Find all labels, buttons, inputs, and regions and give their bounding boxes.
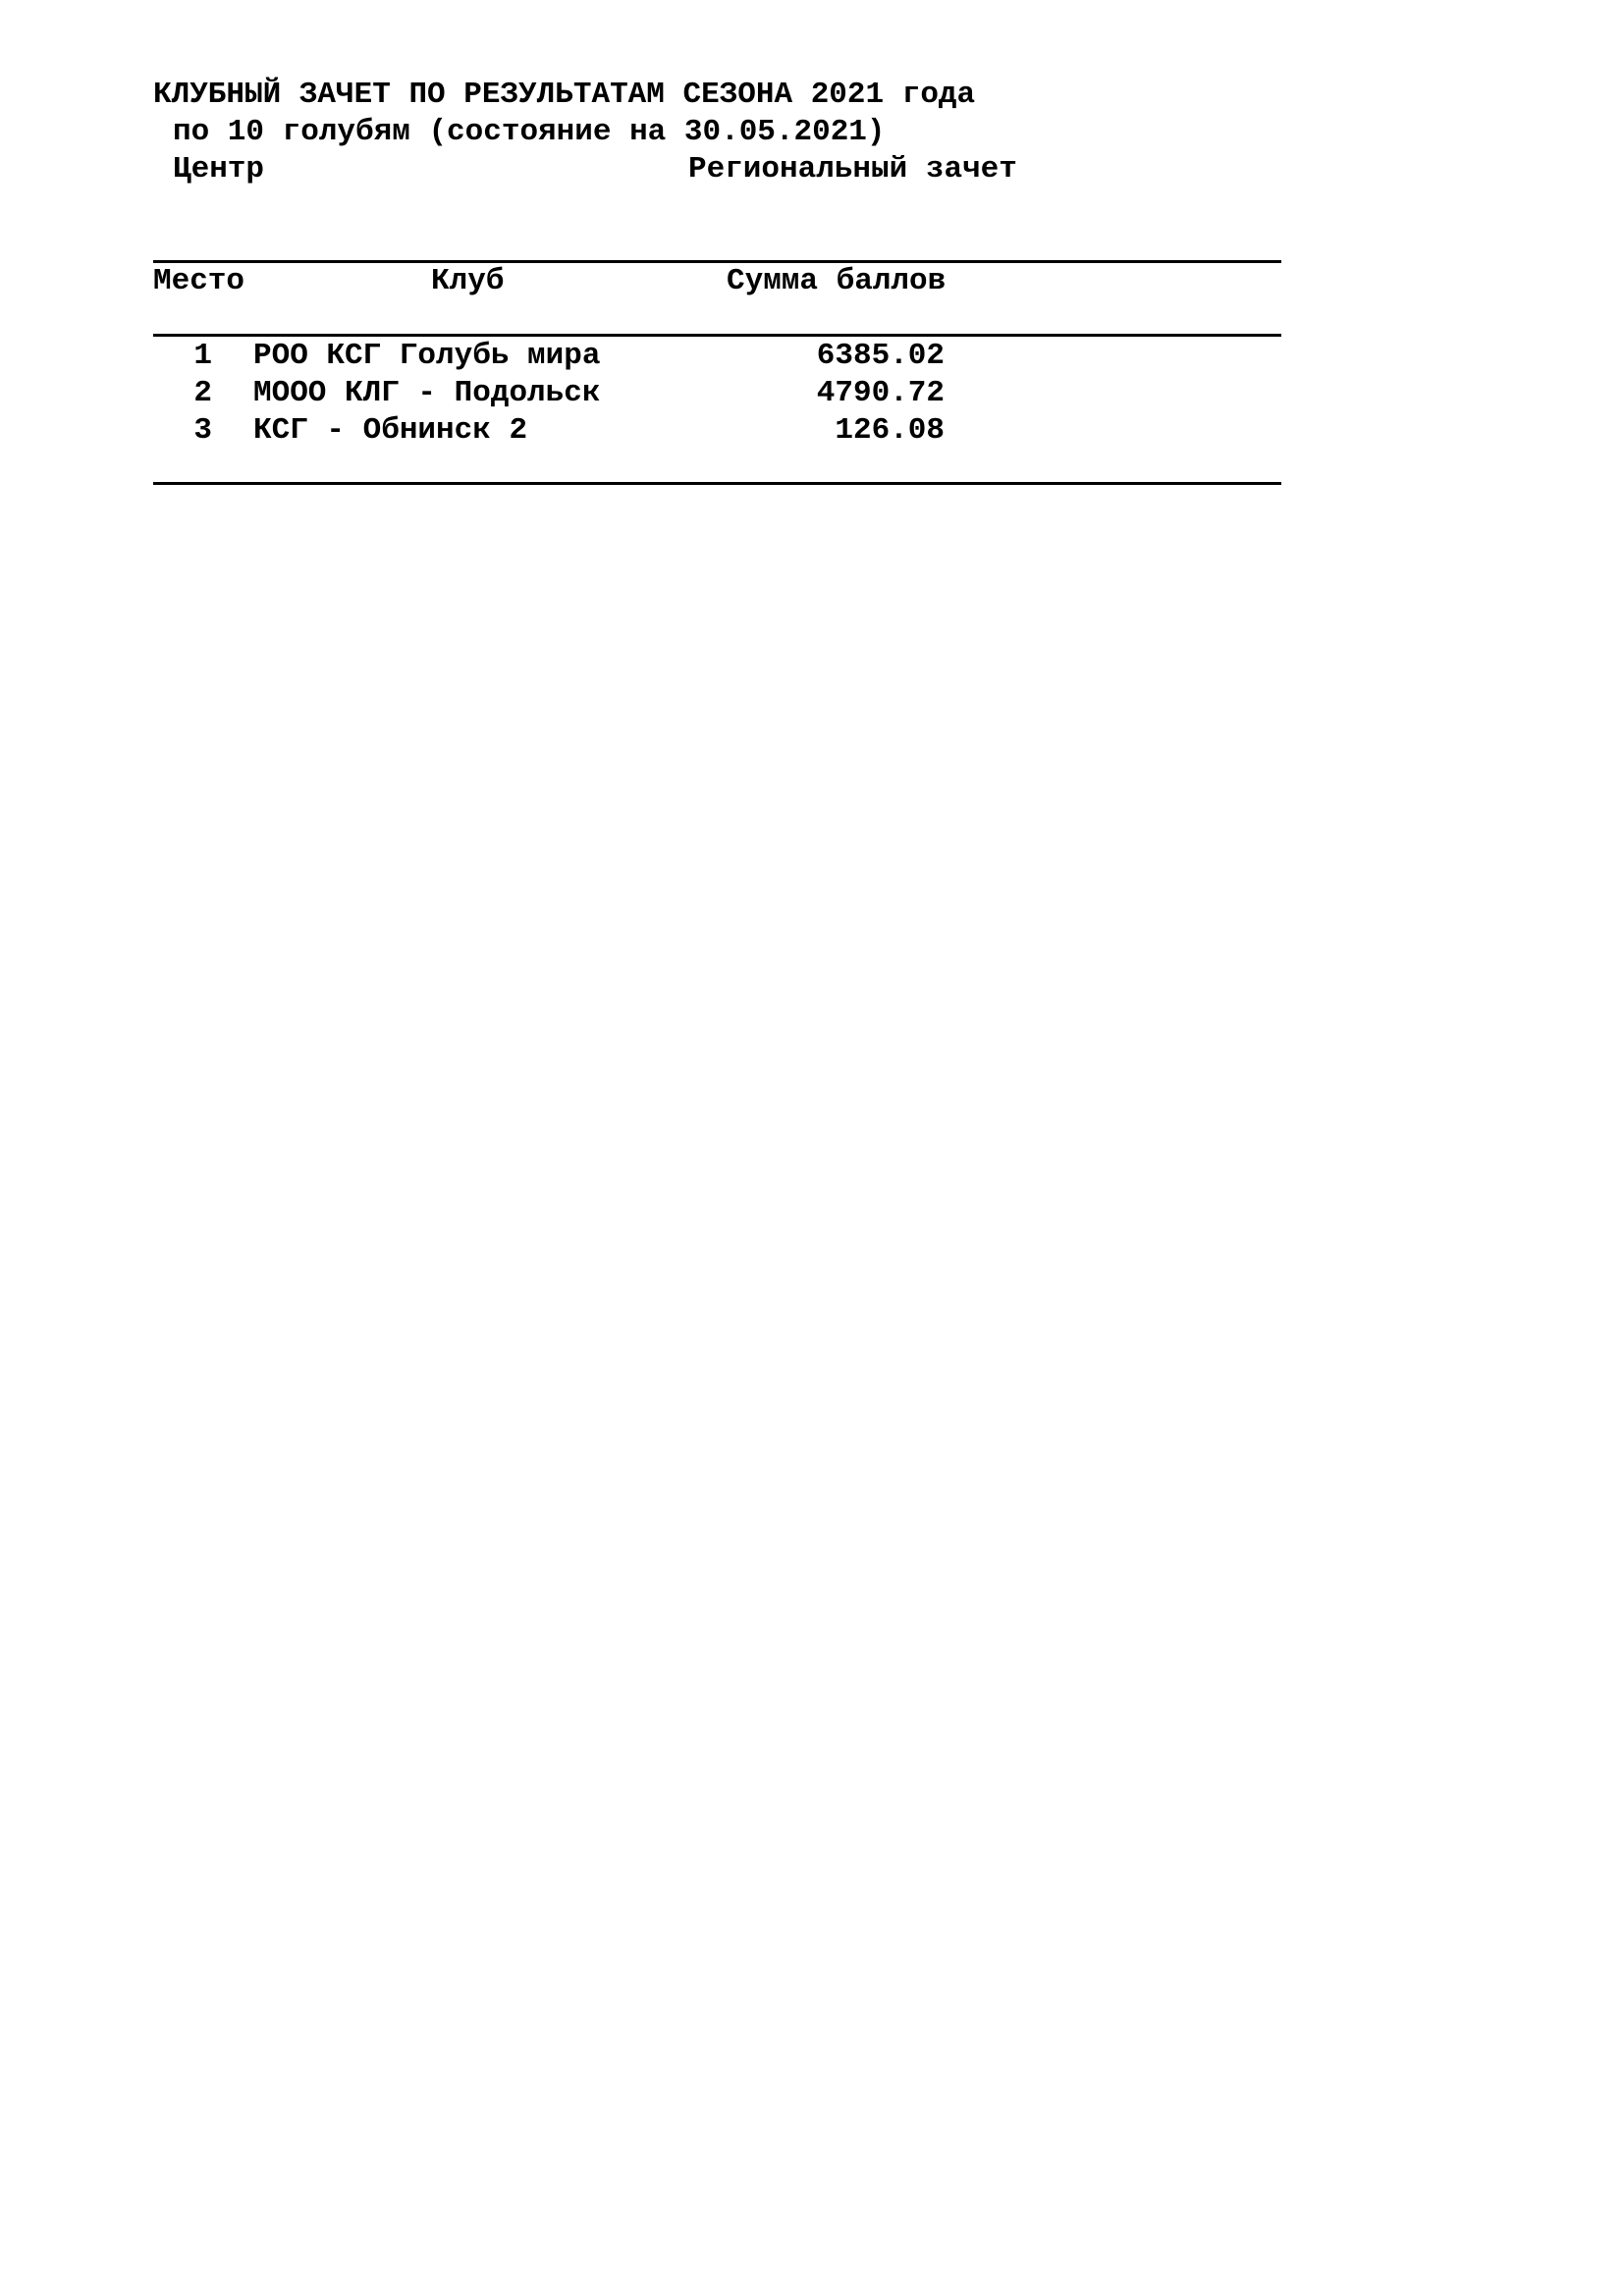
table-header-rule [153, 334, 1281, 337]
row-place: 2 [193, 376, 212, 410]
column-header-score: Сумма баллов [727, 264, 947, 298]
row-score: 126.08 [835, 413, 945, 448]
region-label: Центр [173, 152, 265, 187]
row-score: 6385.02 [816, 339, 945, 373]
row-place: 3 [193, 413, 212, 448]
row-club: КСГ - Обнинск 2 [253, 413, 528, 448]
row-club: МООО КЛГ - Подольск [253, 376, 601, 410]
column-header-place: Место [153, 264, 245, 298]
page-title: КЛУБНЫЙ ЗАЧЕТ ПО РЕЗУЛЬТАТАМ СЕЗОНА 2021 года [153, 78, 976, 112]
row-score: 4790.72 [816, 376, 945, 410]
column-header-club: Клуб [431, 264, 505, 298]
table-top-rule [153, 260, 1281, 263]
page-subtitle: по 10 голубям (состояние на 30.05.2021) [173, 115, 886, 149]
row-place: 1 [193, 339, 212, 373]
table-bottom-rule [153, 482, 1281, 485]
row-club: РОО КСГ Голубь мира [253, 339, 601, 373]
category-label: Региональный зачет [688, 152, 1017, 187]
